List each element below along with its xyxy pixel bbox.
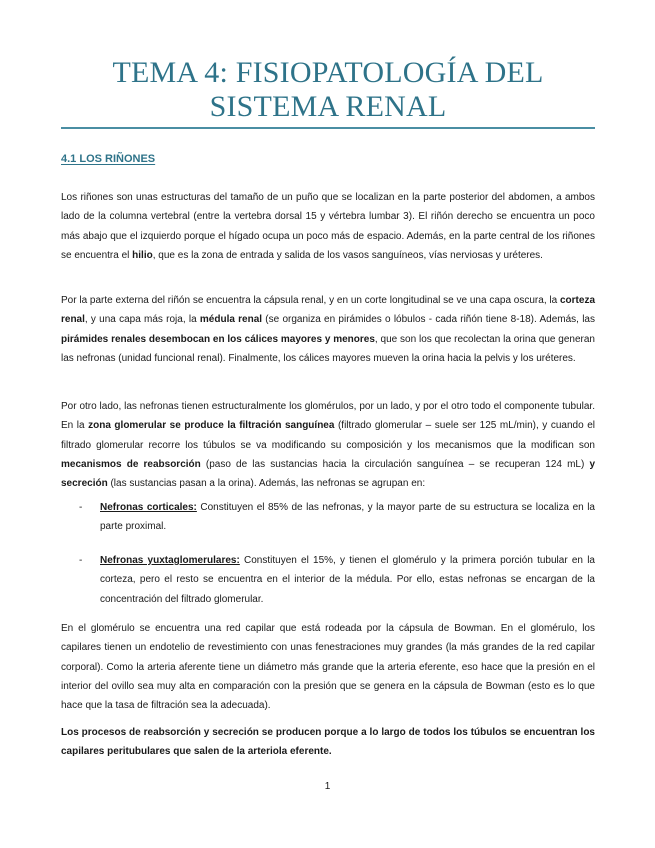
bold-term-reabsorcion: mecanismos de reabsorción bbox=[61, 458, 201, 470]
text-run: , que es la zona de entrada y salida de los vasos sanguíneos, vías nerviosas y uréteres. bbox=[152, 249, 543, 261]
paragraph-kidneys-location bbox=[61, 188, 595, 265]
document-title: TEMA 4: FISIOPATOLOGÍA DEL SISTEMA RENAL bbox=[112, 56, 544, 123]
list-text: Constituyen el 85% de las nefronas, y la mayor parte de su estructura se localiza en la parte proximal. bbox=[100, 502, 595, 533]
nephron-list bbox=[61, 551, 595, 609]
list-term: Nefronas yuxtaglomerulares: bbox=[100, 555, 240, 566]
list-text: Constituyen el 15%, y tienen el glomérulo y la primera porción tubular en la corteza, pero el resto se encuentra en el interior de la médula. Por ello, estas nefronas se encargan de la concentración del filtrado glomerular. bbox=[100, 555, 595, 605]
section-heading: 4.1 LOS RIÑONES bbox=[61, 153, 156, 165]
bold-term-secrecion: y secreción bbox=[61, 458, 595, 490]
bold-term-hilio: hilio bbox=[132, 249, 153, 261]
text-run: , que son los que recolectan la orina que generan las nefronas (unidad funcional renal). Finalmente, los cálices mayores mueven la orina hacia la pelvis y los uréteres. bbox=[61, 333, 595, 364]
paragraph-nephrons bbox=[61, 397, 595, 493]
bold-term-corteza: corteza renal bbox=[61, 295, 595, 326]
paragraph-reabsorption-summary: Los procesos de reabsorción y secreción se producen porque a lo largo de todos los túbulos se encuentran los capilares peritubulares que salen de la arteriola eferente. bbox=[61, 727, 595, 758]
list-item bbox=[61, 498, 595, 537]
text-run: (paso de las sustancias hacia la circulación sanguínea – se recuperan 124 mL) bbox=[200, 458, 590, 470]
text-run: (las sustancias pasan a la orina). Además, las nefronas se agrupan en: bbox=[107, 478, 426, 490]
list-term: Nefronas corticales: bbox=[100, 502, 197, 513]
bold-term-medula: médula renal bbox=[199, 314, 263, 326]
list-bullet: - bbox=[79, 502, 83, 513]
paragraph-kidney-structure bbox=[61, 291, 595, 368]
title-divider bbox=[61, 127, 595, 129]
list-bullet: - bbox=[79, 555, 83, 566]
text-run: Por la parte externa del riñón se encuentra la cápsula renal, y en un corte longitudinal se ve una capa oscura, la bbox=[61, 295, 560, 306]
page-number: 1 bbox=[324, 781, 331, 792]
text-run: (filtrado glomerular – suele ser 125 mL/min), y cuando el filtrado glomerular recorre los túbulos se va modificando su composición y los mecanismos que la modifican son bbox=[61, 420, 595, 451]
bold-term-filtracion: zona glomerular se produce la filtración sanguínea bbox=[88, 420, 335, 432]
text-run: , y una capa más roja, la bbox=[84, 314, 200, 326]
bold-term-piramides: pirámides renales desembocan en los cálices mayores y menores bbox=[61, 333, 375, 345]
text-run: Los riñones son unas estructuras del tamaño de un puño que se localizan en la parte posterior del abdomen, a ambos lado de la columna vertebral (entre la vertebra dorsal 15 y vértebra lumbar 3). El riñón derecho se encuentra un poco más abajo que el izquierdo porque el hígado ocupa un poco más de espacio. Además, en la parte central de los riñones se encuentra el bbox=[61, 192, 595, 261]
text-run: (se organiza en pirámides o lóbulos - cada riñón tiene 8-18). Además, las bbox=[262, 314, 595, 326]
nephron-list bbox=[61, 498, 595, 537]
paragraph-glomerulus: En el glomérulo se encuentra una red capilar que está rodeada por la cápsula de Bowman. En el glomérulo, los capilares tienen un endotelio de revestimiento con unas fenestraciones muy grandes (la más grandes de la red capilar corporal). Como la arteria aferente tiene un diámetro más grande que la arteria eferente, eso hace que la presión en el interior del ovillo sea muy alta en comparación con la presión que se genera en la cápsula de Bowman (esto es lo que hace que la tasa de filtración sea la adecuada). bbox=[61, 623, 595, 712]
list-item bbox=[61, 551, 595, 609]
text-run: Por otro lado, las nefronas tienen estructuralmente los glomérulos, por un lado, y por el otro todo el componente tubular. En la bbox=[61, 401, 595, 432]
